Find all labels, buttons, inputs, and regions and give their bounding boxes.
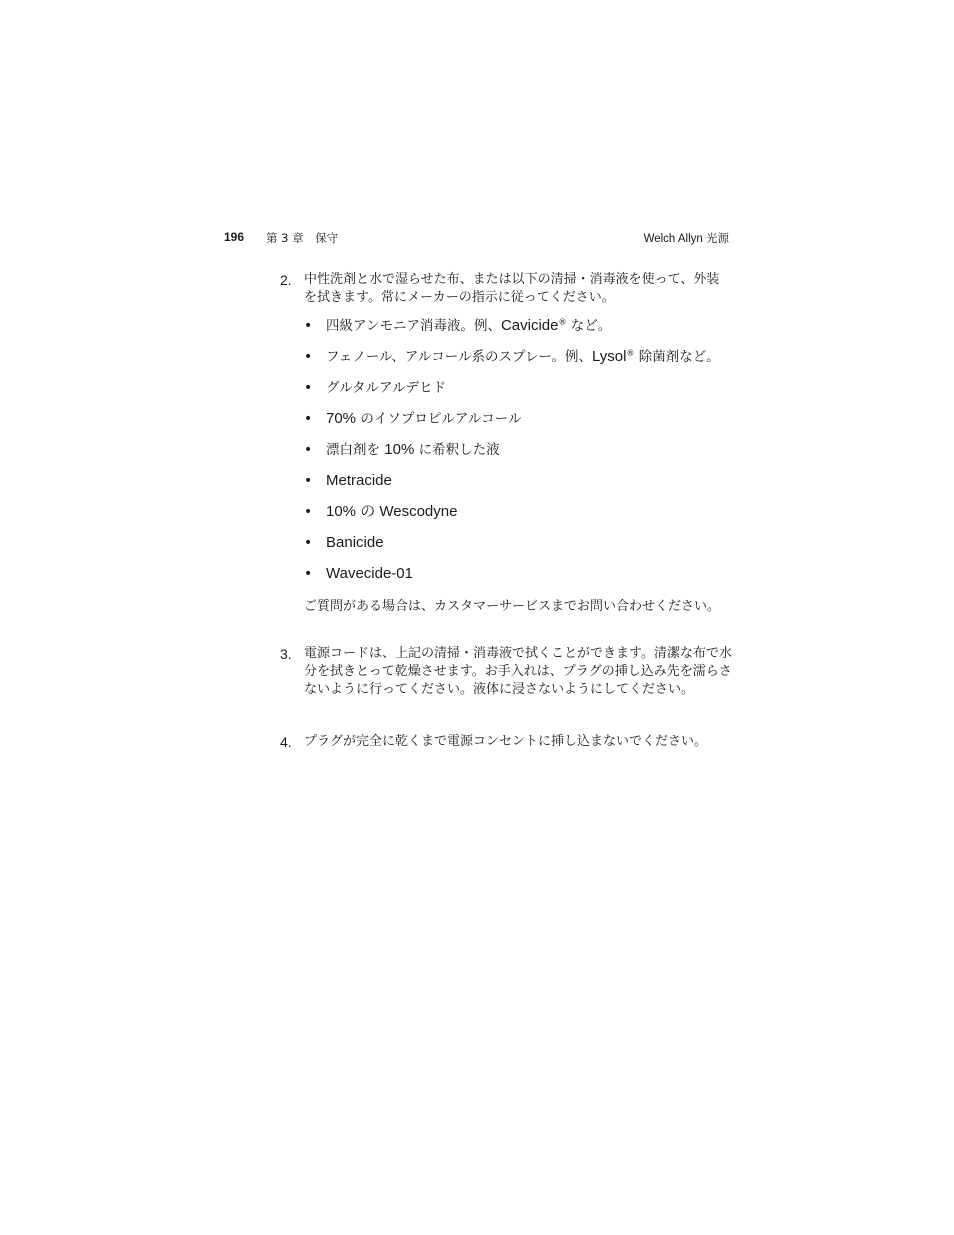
- contact-note: ご質問がある場合は、カスタマーサービスまでお問い合わせください。: [304, 599, 721, 614]
- steps-list: [280, 271, 732, 751]
- bullet-icon: •: [304, 442, 313, 458]
- bullet-icon: •: [304, 380, 313, 396]
- bullet-icon: •: [304, 566, 313, 582]
- page-number: 196: [224, 230, 245, 244]
- bullet-icon: •: [304, 473, 313, 489]
- step-text: 電源コードは、上記の清掃・消毒液で拭くことができます。清潔な布で水分を拭きとって乾燥させます。お手入れは、プラグの挿し込み先を濡らさないように行ってください。液体に浸さないようにしてください。: [304, 646, 732, 697]
- bullet-icon: •: [304, 535, 313, 551]
- bullet-icon: •: [304, 349, 313, 365]
- list-item: • フェノール、アルコール系のスプレー。例、Lysol® 除菌剤など。: [304, 348, 720, 365]
- step-number: 3.: [280, 646, 292, 662]
- step-3: [280, 645, 732, 733]
- disinfectant-list: [304, 317, 732, 596]
- list-item: • 10% の Wescodyne: [304, 503, 458, 520]
- step-text: 中性洗剤と水で湿らせた布、または以下の清掃・消毒液を使って、外装を拭きます。常にメーカーの指示に従ってください。: [304, 272, 720, 305]
- list-item: • 漂白剤を 10% に希釈した液: [304, 441, 500, 458]
- list-item: • グルタルアルデヒド: [304, 380, 447, 396]
- bullet-icon: •: [304, 504, 313, 520]
- step-number: 2.: [280, 272, 292, 288]
- list-item: • Banicide: [304, 534, 384, 551]
- step-text: プラグが完全に乾くまで電源コンセントに挿し込まないでください。: [304, 734, 708, 749]
- step-4: [280, 733, 732, 751]
- list-item: • 四級アンモニア消毒液。例、Cavicide® など。: [304, 317, 612, 334]
- list-item: • 70% のイソプロピルアルコール: [304, 410, 522, 427]
- step-2: [280, 271, 732, 645]
- list-item: • Metracide: [304, 472, 392, 489]
- step-number: 4.: [280, 734, 292, 750]
- bullet-icon: •: [304, 318, 313, 334]
- list-item: • Wavecide-01: [304, 565, 413, 582]
- bullet-icon: •: [304, 411, 313, 427]
- page-header: [224, 229, 729, 249]
- chapter-title: 第 3 章 保守: [266, 231, 339, 245]
- product-name: Welch Allyn 光源: [643, 233, 729, 245]
